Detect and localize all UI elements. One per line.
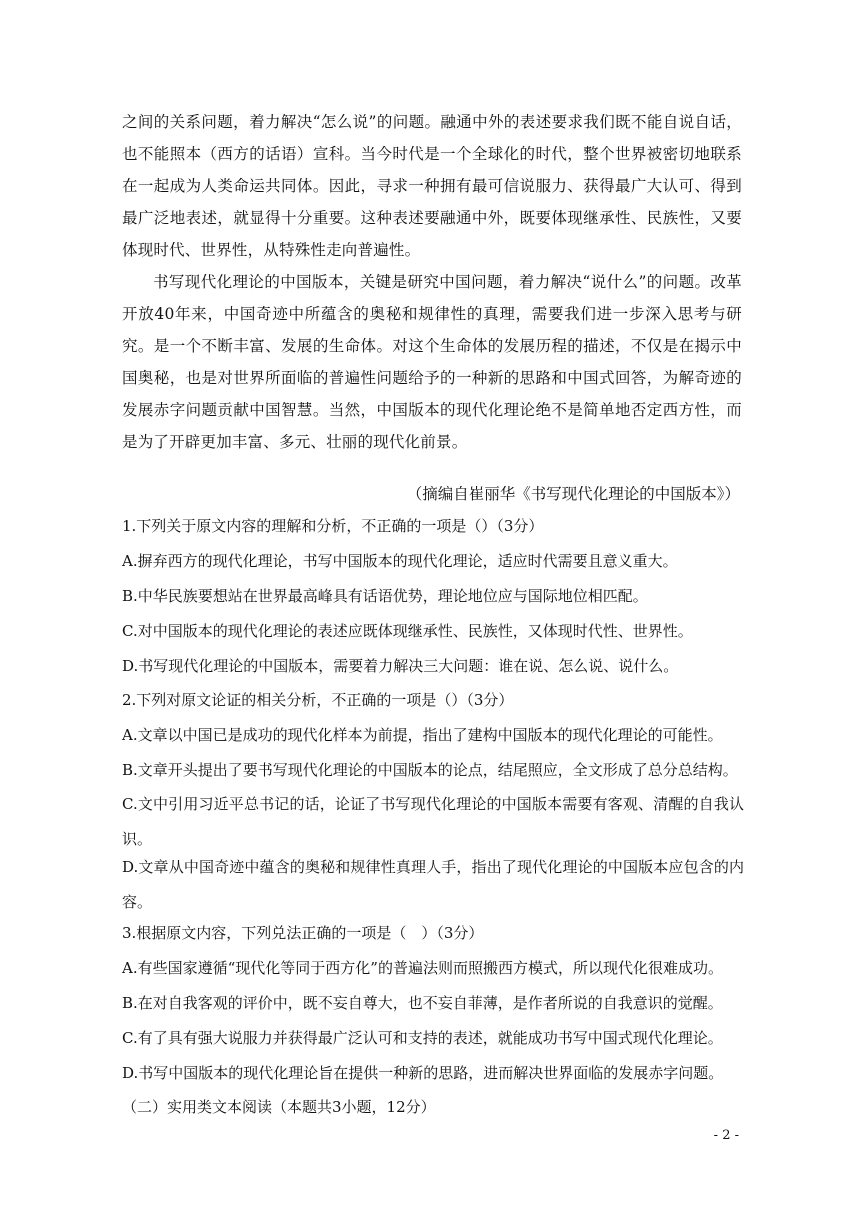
passage-paragraph-1: 之间的关系问题，着力解决“怎么说”的问题。融通中外的表述要求我们既不能自说自话，也不能照本（西方的话语）宣科。当今时代是一个全球化的时代，整个世界被密切地联系在一起成为人类命运共同体。因此，寻求一种拥有最可信说服力、获得最广大认可、得到最广泛地表述，就显得十分重要。这种表述要融通中外，既要体现继承性、民族性，又要体现时代、世界性，从特殊性走向普遍性。 [122,113,742,259]
question-3-option-c: C.有了具有强大说服力并获得最广泛认可和支持的表述，就能成功书写中国式现代化理论。 [122,1029,723,1047]
question-2-option-d: D.文章从中国奇迹中蕴含的奥秘和规律性真理人手，指出了现代化理论的中国版本应包含的内容。 [122,858,744,911]
passage-paragraph-2: 书写现代化理论的中国版本，关键是研究中国问题，着力解决“说什么”的问题。改革开放40年来，中国奇迹中所蕴含的奥秘和规律性的真理，需要我们进一步深入思考与研究。是一个不断丰富、发展的生命体。对这个生命体的发展历程的描述，不仅是在揭示中国奥秘，也是对世界所面临的普遍性问题给予的一种新的思路和中国式回答，为解奇迹的 发展赤字问题贡献中国智慧。当然，中国版本的现代化理论绝不是简单地否定西方性，而是为了开辟更加丰富、多元、壮丽的现代化前景。 [122,273,742,451]
page-number: - 2 - [713,1128,739,1143]
question-1-option-a: A.摒弃西方的现代化理论，书写中国版本的现代化理论，适应时代需要且意义重大。 [122,552,678,570]
question-1-option-c: C.对中国版本的现代化理论的表述应既体现继承性、民族性，又体现时代性、世界性。 [122,622,693,640]
question-1-option-d: D.书写现代化理论的中国版本，需要着力解决三大问题：谁在说、怎么说、说什么。 [122,657,679,675]
question-2-option-b: B.文章开头提出了要书写现代化理论的中国版本的论点，结尾照应，全文形成了总分总结构。 [122,761,738,779]
question-1-option-b: B.中华民族要想站在世界最高峰具有话语优势，理论地位应与国际地位相匹配。 [122,587,648,605]
question-3-option-a: A.有些国家遵循“现代化等同于西方化”的普遍法则而照搬西方模式，所以现代化很难成功。 [122,959,723,977]
question-3-option-b: B.在对自我客观的评价中，既不妄自尊大，也不妄自菲薄，是作者所说的自我意识的觉醒。 [122,994,723,1012]
question-1-stem: 1.下列关于原文内容的理解和分析，不正确的一项是（）（3分） [122,517,544,535]
question-2-stem: 2.下列对原文论证的相关分析，不正确的一项是（）（3分） [122,691,514,709]
question-2-option-a: A.文章以中国已是成功的现代化样本为前提，指出了建构中国版本的现代化理论的可能性。 [122,726,723,744]
passage-source: （摘编自崔丽华《书写现代化理论的中国版本》） [406,485,740,503]
section-heading: （二）实用类文本阅读（本题共3小题，12分） [122,1098,436,1116]
question-2-option-c: C.文中引用习近平总书记的话，论证了书写现代化理论的中国版本需要有客观、清醒的自我认识。 [122,795,744,848]
question-3-stem: 3.根据原文内容，下列兑法正确的一项是（ ）（3分） [122,924,484,942]
question-3-option-d: D.书写中国版本的现代化理论旨在提供一种新的思路，进而解决世界面临的发展赤字问题。 [122,1064,724,1082]
